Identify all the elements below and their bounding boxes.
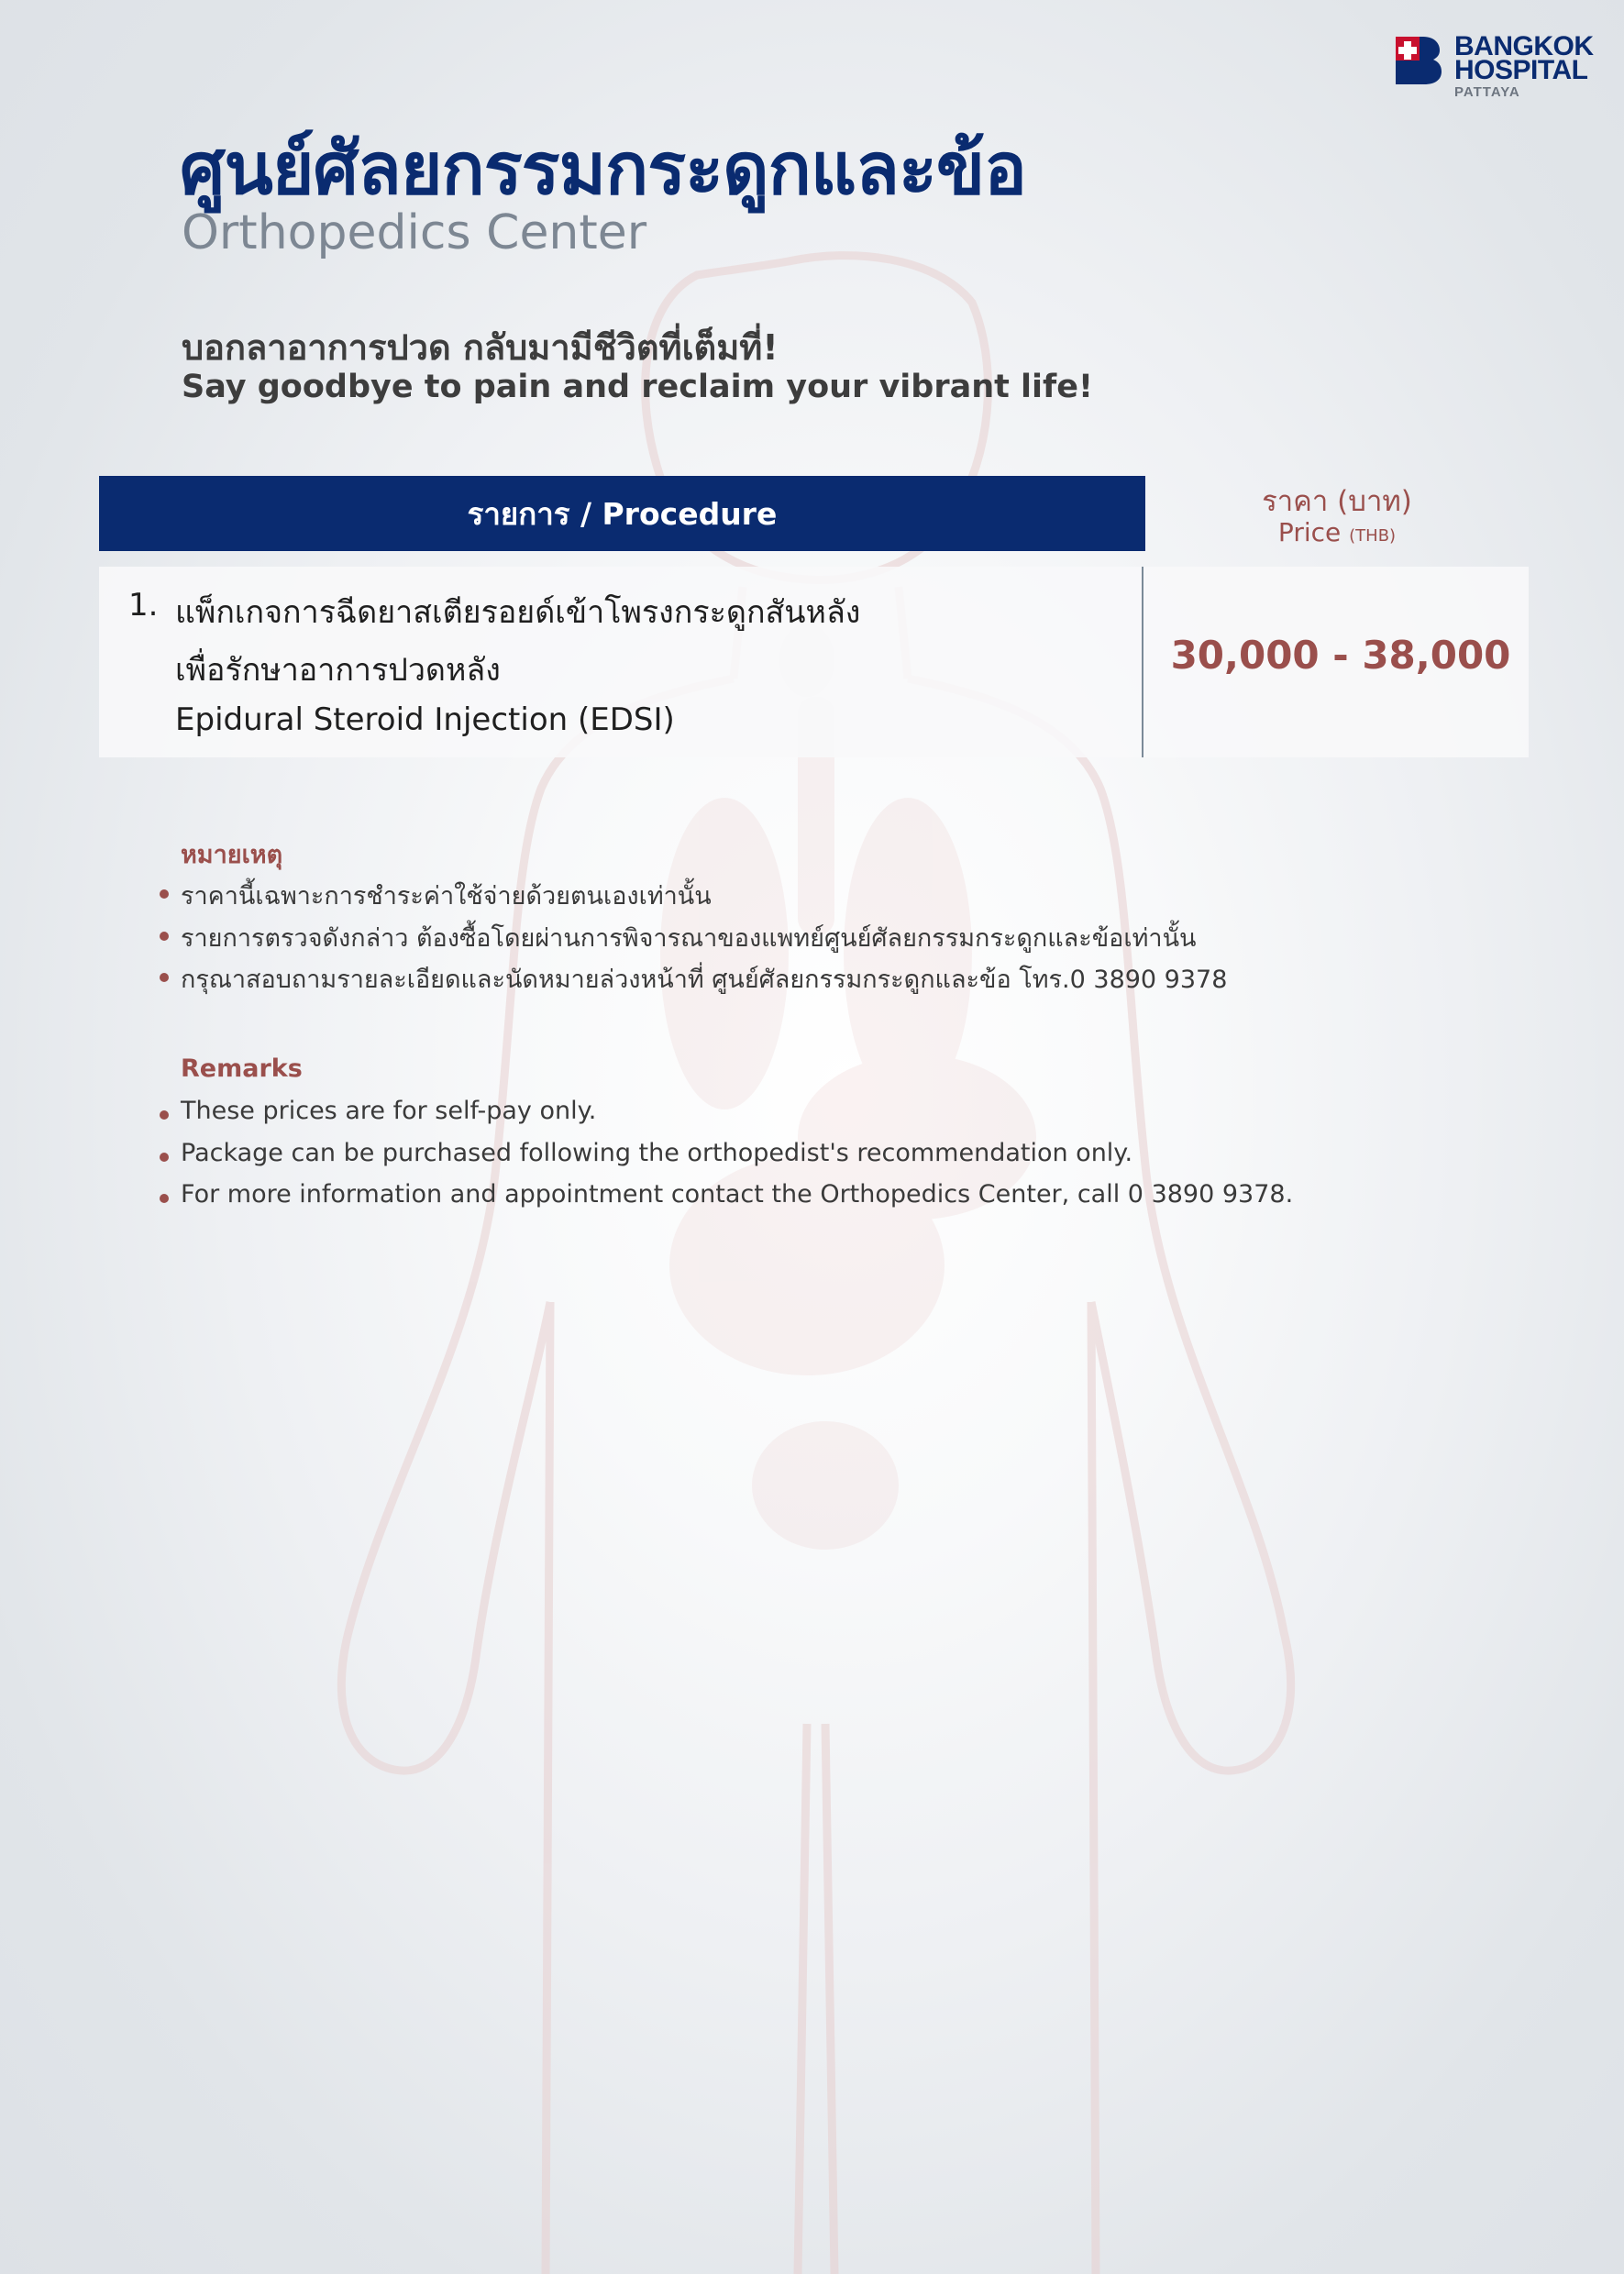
logo-text-bangkok: BANGKOK [1454,31,1594,61]
remark-thai-item: กรุณาสอบถามรายละเอียดและนัดหมายล่วงหน้าที่ ศูนย์ศัลยกรรมกระดูกและข้อ โทร.0 3890 9378 [181,966,1228,994]
bullet-icon [160,1194,169,1203]
bullet-icon [160,932,169,941]
remark-thai-item: ราคานี้เฉพาะการชำระค่าใช้จ่ายด้วยตนเองเท่านั้น [181,882,712,911]
table-column-divider [1142,567,1143,757]
price-header-unit: (THB) [1349,526,1397,546]
remark-thai-item: รายการตรวจดังกล่าว ต้องซื้อโดยผ่านการพิจารณาของแพทย์ศูนย์ศัลยกรรมกระดูกและข้อเท่านั้น [181,924,1197,953]
remark-english-item: For more information and appointment contact the Orthopedics Center, call 0 3890 9378. [181,1180,1294,1209]
bullet-icon [160,973,169,982]
procedure-price: 30,000 - 38,000 [1170,633,1511,678]
bullet-icon [160,889,169,899]
row-number: 1. [128,587,159,624]
table-header-procedure: รายการ / Procedure [99,476,1145,551]
page-title-english: Orthopedics Center [182,205,647,260]
logo-text-hospital: HOSPITAL [1454,55,1588,85]
tagline-thai: บอกลาอาการปวด กลับมามีชีวิตที่เต็มที่! [182,327,779,368]
logo-text-pattaya: PATTAYA [1454,84,1520,100]
procedure-name-thai-line2: เพื่อรักษาอาการปวดหลัง [175,652,501,689]
price-header-label: Price [1277,517,1342,547]
tagline-english: Say goodbye to pain and reclaim your vibrant life! [182,369,1093,405]
bullet-icon [160,1153,169,1162]
remark-english-item: Package can be purchased following the orthopedist's recommendation only. [181,1139,1133,1167]
procedure-name-thai-line1: แพ็กเกจการฉีดยาสเตียรอยด์เข้าโพรงกระดูกสันหลัง [175,594,861,631]
price-header-thai: ราคา (บาท) [1262,485,1412,518]
page-title-thai: ศูนย์ศัลยกรรมกระดูกและข้อ [180,128,1027,211]
table-header-price [1145,476,1529,551]
bangkok-hospital-logo [1392,29,1603,105]
price-header-english [1145,518,1529,551]
bullet-icon [160,1110,169,1120]
procedure-name-english: Epidural Steroid Injection (EDSI) [175,701,675,738]
hospital-cross-logo-icon [1392,33,1443,84]
remarks-title-thai: หมายเหตุ [181,841,283,869]
remark-english-item: These prices are for self-pay only. [181,1097,597,1125]
remarks-title-english: Remarks [181,1054,303,1083]
